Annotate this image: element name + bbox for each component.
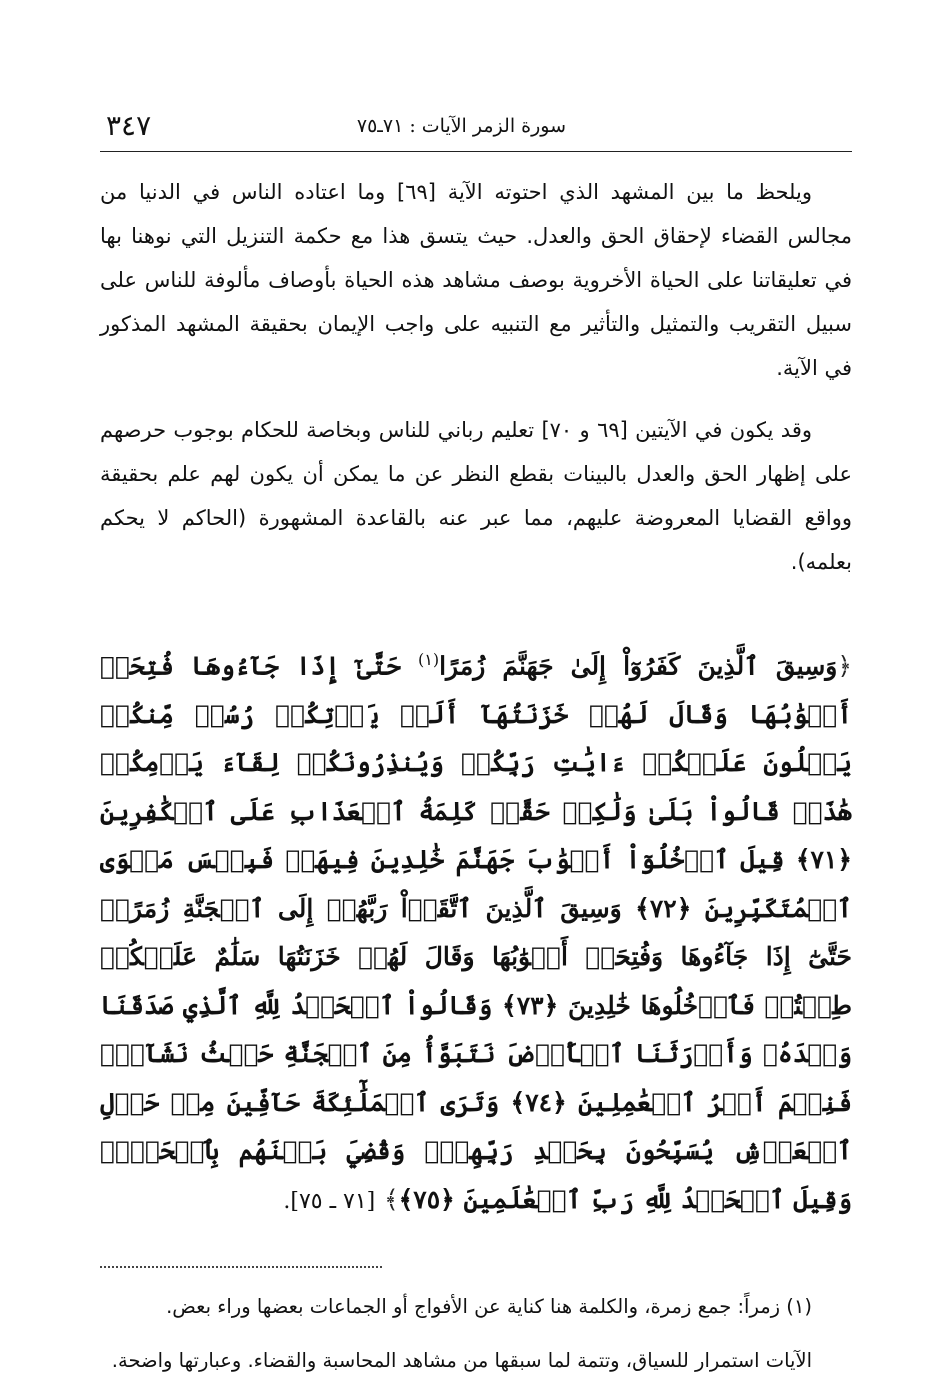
commentary-footnote-2: الآيات استمرار للسياق، وتتمة لما سبقها من مشاهد المحاسبة والقضاء. وعبارتها واضحة. <box>111 1349 812 1373</box>
quran-verses-block <box>100 636 852 1226</box>
ayah-range-reference: [٧١ ـ ٧٥]. <box>283 1188 376 1214</box>
page-number: ٣٤٧ <box>106 109 152 142</box>
page-header <box>100 95 852 152</box>
quran-close-bracket: ﴾ <box>383 1184 399 1214</box>
commentary-paragraph-1: ويلحظ ما بين المشهد الذي احتوته الآية [٦٩] وما اعتاده الناس في الدنيا من مجالس القضاء لإحقاق الحق والعدل. حيث يتسق هذا مع حكمة التنزيل التي نوهنا بها في تعليقاتنا على الحياة الأخروية بوصف مشاهد هذه الحياة بأوصاف مألوفة للناس على سبيل التقريب والتمثيل والتأثير مع التنبيه على واجب الإيمان بحقيقة المشهد المذكور في الآية. <box>100 180 852 380</box>
footnote-marker: (١) <box>418 650 440 669</box>
quran-open-bracket: ﴿ <box>837 651 853 681</box>
quran-verse-text-rest: حَتَّىٰٓ إِذَا جَآءُوهَا فُتِحَتۡ أَبۡوَٰبُهَا وَقَالَ لَهُمۡ خَزَنَتُهَآ أَلَمۡ يَأۡتِكُمۡ رُسُلٞ مِّنكُمۡ يَتۡلُونَ عَلَيۡكُمۡ ءَايَٰتِ رَبِّكُمۡ وَيُنذِرُونَكُمۡ لِقَآءَ يَوۡمِكُمۡ هَٰذَاۚ قَالُواْ بَلَىٰ وَلَٰكِنۡ حَقَّتۡ كَلِمَةُ ٱلۡعَذَابِ عَلَى ٱلۡكَٰفِرِينَ ﴿٧١﴾ قِيلَ ٱدۡخُلُوٓاْ أَبۡوَٰبَ جَهَنَّمَ خَٰلِدِينَ فِيهَاۖ فَبِئۡسَ مَثۡوَى ٱلۡمُتَكَبِّرِينَ ﴿٧٢﴾ وَسِيقَ ٱلَّذِينَ ٱتَّقَوۡاْ رَبَّهُمۡ إِلَى ٱلۡجَنَّةِ زُمَرًاۖ حَتَّىٰٓ إِذَا جَآءُوهَا وَفُتِحَتۡ أَبۡوَٰبُهَا وَقَالَ لَهُمۡ خَزَنَتُهَا سَلَٰمٌ عَلَيۡكُمۡ طِبۡتُمۡ فَٱدۡخُلُوهَا خَٰلِدِينَ ﴿٧٣﴾ وَقَالُواْ ٱلۡحَمۡدُ لِلَّهِ ٱلَّذِي صَدَقَنَا وَعۡدَهُۥ وَأَوۡرَثَنَا ٱلۡأَرۡضَ نَتَبَوَّأُ مِنَ ٱلۡجَنَّةِ حَيۡثُ نَشَآءُۖ فَنِعۡمَ أَجۡرُ ٱلۡعَٰمِلِينَ ﴿٧٤﴾ وَتَرَى ٱلۡمَلَٰٓئِكَةَ حَآفِّينَ مِنۡ حَوۡلِ ٱلۡعَرۡشِ يُسَبِّحُونَ بِحَمۡدِ رَبِّهِمۡۖ وَقُضِيَ بَيۡنَهُم بِٱلۡحَقِّۚ وَقِيلَ ٱلۡحَمۡدُ لِلَّهِ رَبِّ ٱلۡعَٰلَمِينَ ﴿٧٥﴾ <box>100 651 853 1214</box>
commentary-paragraph-2: وقد يكون في الآيتين [٦٩ و ٧٠] تعليم رباني للناس وبخاصة للحكام بوجوب حرصهم على إظهار الحق والعدل بالبينات بقطع النظر عن ما يمكن أن يكون لهم علم بحقيقة وواقع القضايا المعروضة عليهم، مما عبر عنه بالقاعدة المشهورة (الحاكم لا يحكم بعلمه). <box>100 418 852 574</box>
footnote-divider <box>100 1266 382 1268</box>
footnote-1: (١) زمراً: جمع زمرة، والكلمة هنا كناية عن الأفواج أو الجماعات بعضها وراء بعض. <box>166 1295 812 1319</box>
book-page <box>100 95 853 1373</box>
quran-verse-text-start: وَسِيقَ ٱلَّذِينَ كَفَرُوٓاْ إِلَىٰ جَهَنَّمَ زُمَرًا <box>439 651 838 681</box>
running-title: سورة الزمر الآيات : ٧١ـ٧٥ <box>356 115 566 137</box>
